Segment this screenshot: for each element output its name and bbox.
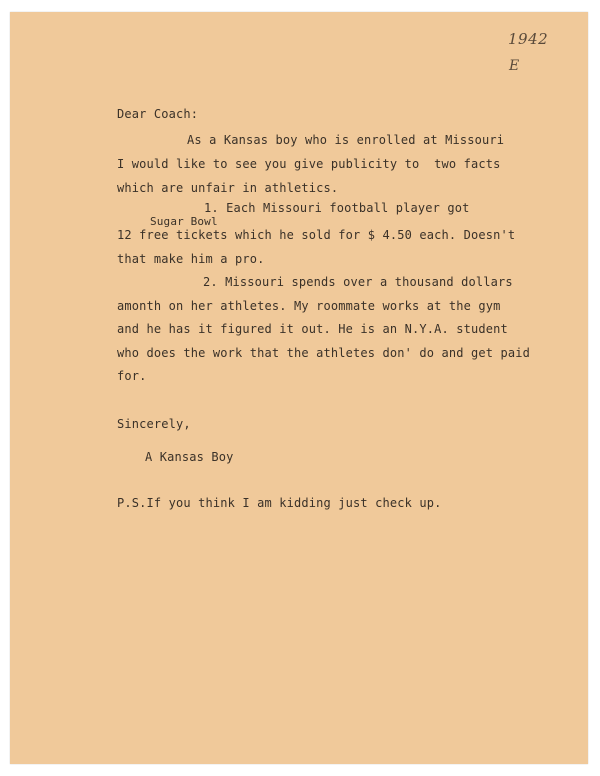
item-2-line-4: who does the work that the athletes don' do and get paid xyxy=(117,346,530,360)
item-2-line-3: and he has it figured it out. He is an N.Y.A. student xyxy=(117,322,508,336)
item-1-line-2: 12 free tickets which he sold for $ 4.50 each. Doesn't xyxy=(117,228,516,242)
item-2-line-5: for. xyxy=(117,369,147,383)
closing: Sincerely, xyxy=(117,417,191,431)
item-2-line-2: amonth on her athletes. My roommate works at the gym xyxy=(117,299,501,313)
salutation: Dear Coach: xyxy=(117,107,199,121)
item-1-insertion: Sugar Bowl xyxy=(150,215,218,228)
handwritten-year: 1942 xyxy=(508,30,549,48)
postscript: P.S.If you think I am kidding just check up. xyxy=(117,496,442,510)
paragraph-1-line-2: I would like to see you give publicity to two facts xyxy=(117,157,501,171)
item-2-line-1: 2. Missouri spends over a thousand dollars xyxy=(203,275,513,289)
paragraph-1-line-1: As a Kansas boy who is enrolled at Missouri xyxy=(187,133,505,147)
item-1-line-3: that make him a pro. xyxy=(117,252,265,266)
handwritten-mark: E xyxy=(509,58,520,74)
item-1-line-1: 1. Each Missouri football player got xyxy=(204,201,470,215)
paragraph-1-line-3: which are unfair in athletics. xyxy=(117,181,339,195)
signature: A Kansas Boy xyxy=(145,450,234,464)
letter-page xyxy=(10,12,588,764)
